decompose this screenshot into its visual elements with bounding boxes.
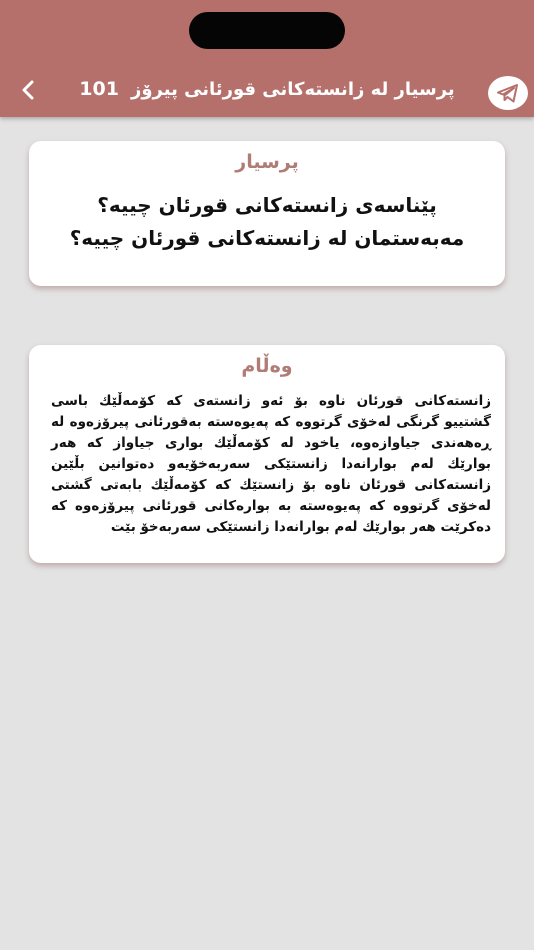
device-notch <box>189 12 345 49</box>
chevron-left-icon <box>18 79 38 101</box>
page-title <box>60 74 474 104</box>
question-card <box>29 141 505 286</box>
question-text: پێناسەی زانستەکانی قورئان چییە؟ مەبەستمان لە زانستەکانی قورئان چییە؟ <box>69 193 465 250</box>
answer-card <box>29 345 505 563</box>
app-header <box>0 0 534 117</box>
question-number: 101 <box>79 78 119 100</box>
page-title-text: پرسیار لە زانستەکانی قورئانی پیرۆز <box>130 78 455 100</box>
telegram-icon <box>496 82 520 104</box>
answer-text: زانستەکانی قورئان ناوە بۆ ئەو زانستەی کە کۆمەڵێك باسی گشتییو گرنگی لەخۆی گرتووە کە پەیوەستە بەقورئانی پیرۆزەوە لە ڕەهەندی جیاوازەوە، یاخود لە کۆمەڵێك بواری جیاواز کە هەر بوارێك لەم بوارانەدا زانستێکی سەربەخۆیەو دەتوانین بڵێین زانستەکانی قورئان ناوە بۆ زانستێك کە کۆمەڵێك بابەتی گشتی لەخۆی گرتووە کە پەیوەستە بە بوارەکانی قورئانی پیرۆزەوە کە دەکرێت هەر بوارێك لەم بوارانەدا زانستێکی سەربەخۆ بێت <box>51 393 491 535</box>
back-button[interactable] <box>12 74 44 106</box>
question-label: پرسیار <box>235 151 299 173</box>
share-telegram-button[interactable] <box>488 76 528 110</box>
answer-label: وەڵام <box>241 355 293 377</box>
